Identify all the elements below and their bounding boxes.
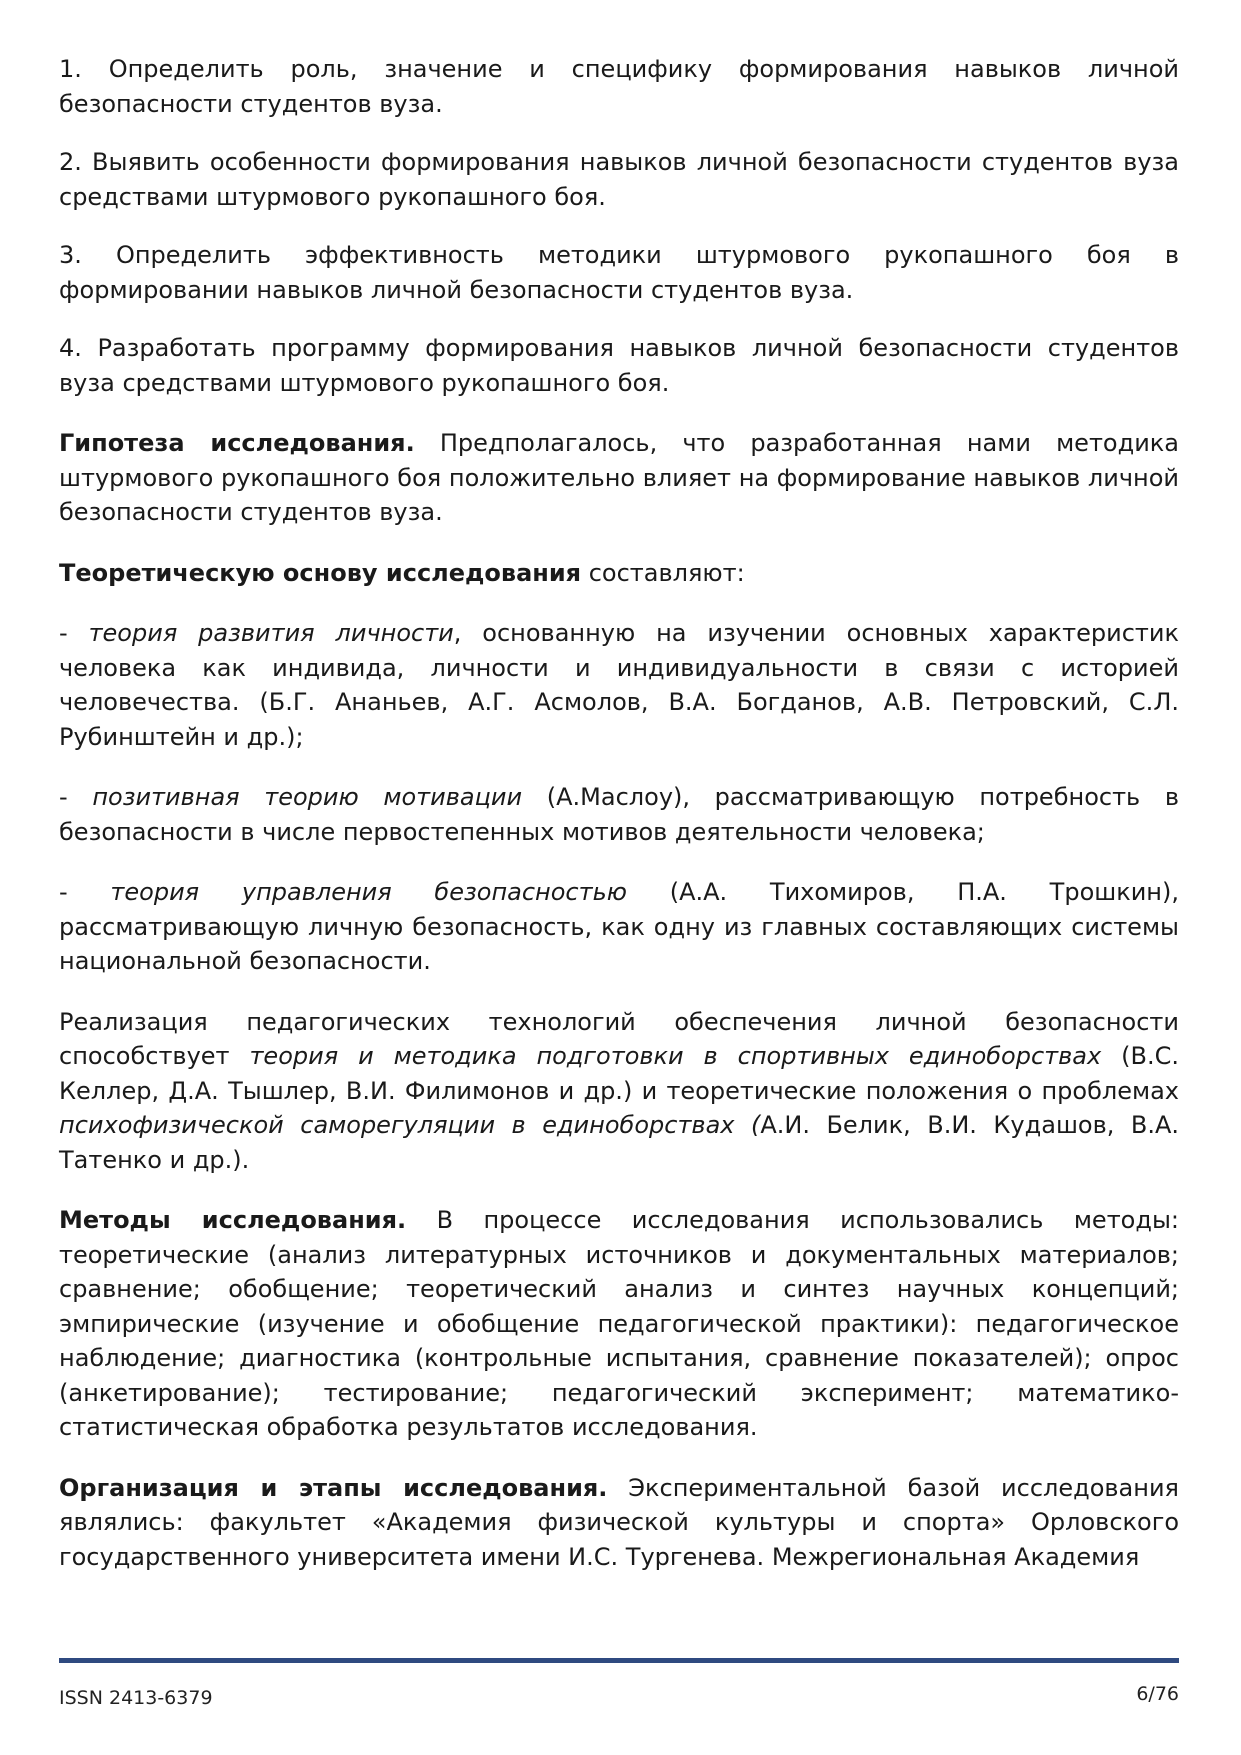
methods-paragraph xyxy=(59,1203,1179,1445)
hypothesis-text: Предполагалось, что разработанная нами методика штурмового рукопашного боя положительно влияет на формирование навыков личной безопасности студентов вуза. xyxy=(59,429,1179,526)
document-body xyxy=(59,52,1179,1600)
theory-item-title: позитивная теорию мотивации xyxy=(92,783,523,811)
theory-text: составляют: xyxy=(581,558,745,587)
theory-item-prefix: - xyxy=(59,619,89,647)
theory-item xyxy=(59,616,1179,754)
realization-text-3: А.И. Белик, В.И. Кудашов, В.А. Татенко и др.). xyxy=(59,1111,1179,1174)
theory-item-title: теория управления безопасностью xyxy=(110,878,627,906)
methods-label: Методы исследования. xyxy=(59,1206,407,1234)
theory-item-text: (А.Маслоу), рассматривающую потребность в безопасности в числе первостепенных мотивов деятельности человека; xyxy=(59,783,1179,846)
theory-item xyxy=(59,780,1179,849)
organization-paragraph xyxy=(59,1471,1179,1575)
realization-italic-2: психофизической саморегуляции в единоборствах ( xyxy=(59,1111,761,1139)
realization-paragraph xyxy=(59,1005,1179,1178)
task-1: 1. Определить роль, значение и специфику формирования навыков личной безопасности студентов вуза. xyxy=(59,55,1179,118)
theory-item-text: , основанную на изучении основных характеристик человека как индивида, личности и индивидуальности в связи с историей человечества. (Б.Г. Ананьев, А.Г. Асмолов, В.А. Богданов, А.В. Петровский, С.Л. Рубинштейн и др.); xyxy=(59,619,1179,751)
theory-item-prefix: - xyxy=(59,878,111,906)
theory-heading xyxy=(59,556,1179,591)
footer-issn: ISSN 2413-6379 xyxy=(59,1687,213,1709)
organization-label: Организация и этапы исследования. xyxy=(59,1473,608,1502)
theory-label: Теоретическую основу исследования xyxy=(59,558,582,587)
hypothesis-paragraph xyxy=(59,426,1179,530)
footer-rule xyxy=(59,1658,1179,1663)
realization-text-1: Реализация педагогических технологий обеспечения личной безопасности способствует xyxy=(59,1007,1179,1070)
realization-text-2: (В.С. Келлер, Д.А. Тышлер, В.И. Филимонов и др.) и теоретические положения о проблемах xyxy=(59,1042,1179,1105)
task-3: 3. Определить эффективность методики штурмового рукопашного боя в формировании навыков личной безопасности студентов вуза. xyxy=(59,241,1179,304)
task-2: 2. Выявить особенности формирования навыков личной безопасности студентов вуза средствами штурмового рукопашного боя. xyxy=(59,148,1179,211)
theory-item-text: (А.А. Тихомиров, П.А. Трошкин), рассматривающую личную безопасность, как одну из главных составляющих системы национальной безопасности. xyxy=(59,878,1179,975)
realization-italic-1: теория и методика подготовки в спортивных единоборствах xyxy=(249,1042,1102,1070)
theory-item xyxy=(59,875,1179,979)
methods-text: В процессе исследования использовались методы: теоретические (анализ литературных источников и документальных материалов; сравнение; обобщение; теоретический анализ и синтез научных концепций; эмпирические (изучение и обобщение педагогической практики): педагогическое наблюдение; диагностика (контрольные испытания, сравнение показателей); опрос (анкетирование); тестирование; педагогический эксперимент; математико-статистическая обработка результатов исследования. xyxy=(59,1206,1179,1441)
page-number: 6/76 xyxy=(1136,1683,1179,1705)
hypothesis-label: Гипотеза исследования. xyxy=(59,429,415,457)
theory-item-prefix: - xyxy=(59,783,93,811)
theory-item-title: теория развития личности xyxy=(88,619,454,647)
organization-text: Экспериментальной базой исследования являлись: факультет «Академия физической культуры и спорта» Орловского государственного университета имени И.С. Тургенева. Межрегиональная Академия xyxy=(59,1473,1179,1571)
task-4: 4. Разработать программу формирования навыков личной безопасности студентов вуза средствами штурмового рукопашного боя. xyxy=(59,334,1179,397)
